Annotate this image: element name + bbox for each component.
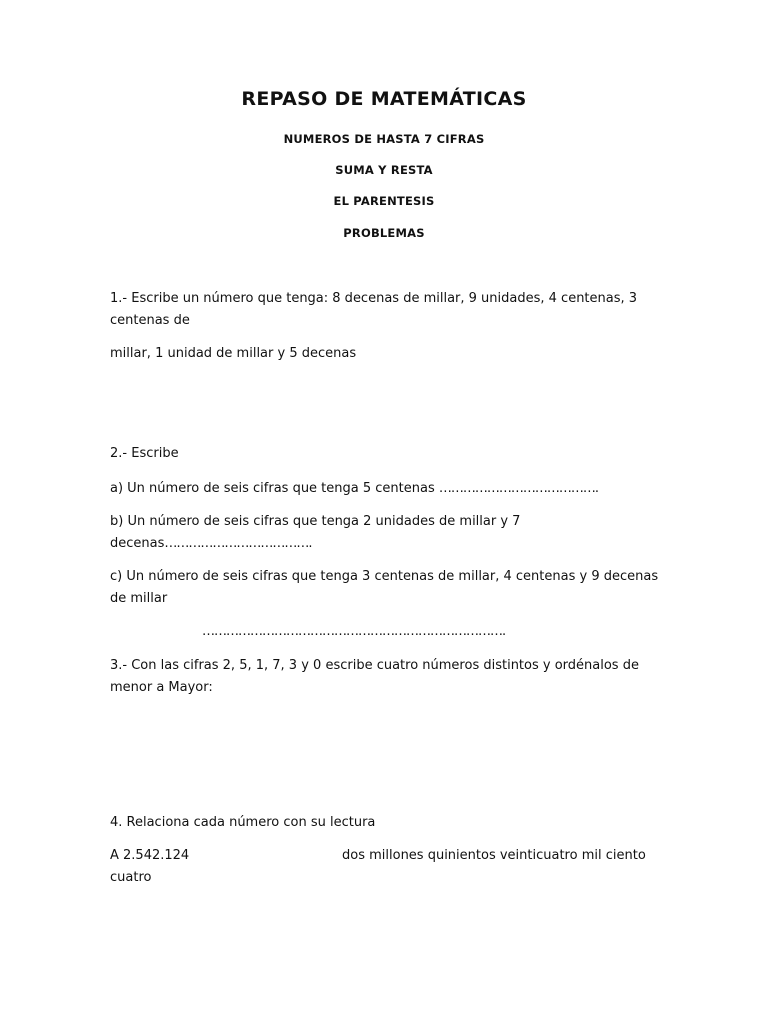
- q2-item-b-answer-blank: ……………………………….: [164, 536, 312, 551]
- q4-heading: 4. Relaciona cada número con su lectura: [110, 815, 376, 830]
- q2-item-b-line-1: b) Un número de seis cifras que tenga 2 unidades de millar y 7: [110, 514, 521, 529]
- topic-1: NUMEROS DE HASTA 7 CIFRAS: [283, 132, 485, 146]
- q4-row-reading-cont: cuatro: [110, 870, 152, 885]
- q2-item-c-line-1: c) Un número de seis cifras que tenga 3 centenas de millar, 4 centenas y 9 decenas: [110, 569, 659, 584]
- q2-item-b-line-2: [110, 533, 660, 555]
- topic-3: EL PARENTESIS: [333, 194, 435, 208]
- q4-row-number: A 2.542.124: [110, 848, 190, 863]
- q2-heading: 2.- Escribe: [110, 446, 179, 461]
- q2-item-a-answer-blank: ………………………………….: [438, 481, 599, 496]
- q2-item-a: [110, 478, 660, 500]
- q1-line-3: millar, 1 unidad de millar y 5 decenas: [110, 346, 357, 361]
- q2-item-c-answer-blank: ………………………………………………………………….: [202, 624, 506, 639]
- q2-item-a-text: a) Un número de seis cifras que tenga 5 centenas: [110, 481, 439, 496]
- q3-line-2: menor a Mayor:: [110, 680, 213, 695]
- q3-line-1: 3.- Con las cifras 2, 5, 1, 7, 3 y 0 escribe cuatro números distintos y ordénalos de: [110, 658, 639, 673]
- topic-4: PROBLEMAS: [343, 226, 425, 240]
- q1-line-2: centenas de: [110, 313, 190, 328]
- q1-line-1: 1.- Escribe un número que tenga: 8 decenas de millar, 9 unidades, 4 centenas, 3: [110, 291, 638, 306]
- q4-row-reading: dos millones quinientos veinticuatro mil ciento: [342, 848, 646, 863]
- topic-2: SUMA Y RESTA: [335, 163, 433, 177]
- page-title: REPASO DE MATEMÁTICAS: [241, 88, 527, 110]
- q2-item-b-text: decenas: [110, 536, 165, 551]
- q2-item-c-line-2: de millar: [110, 591, 168, 606]
